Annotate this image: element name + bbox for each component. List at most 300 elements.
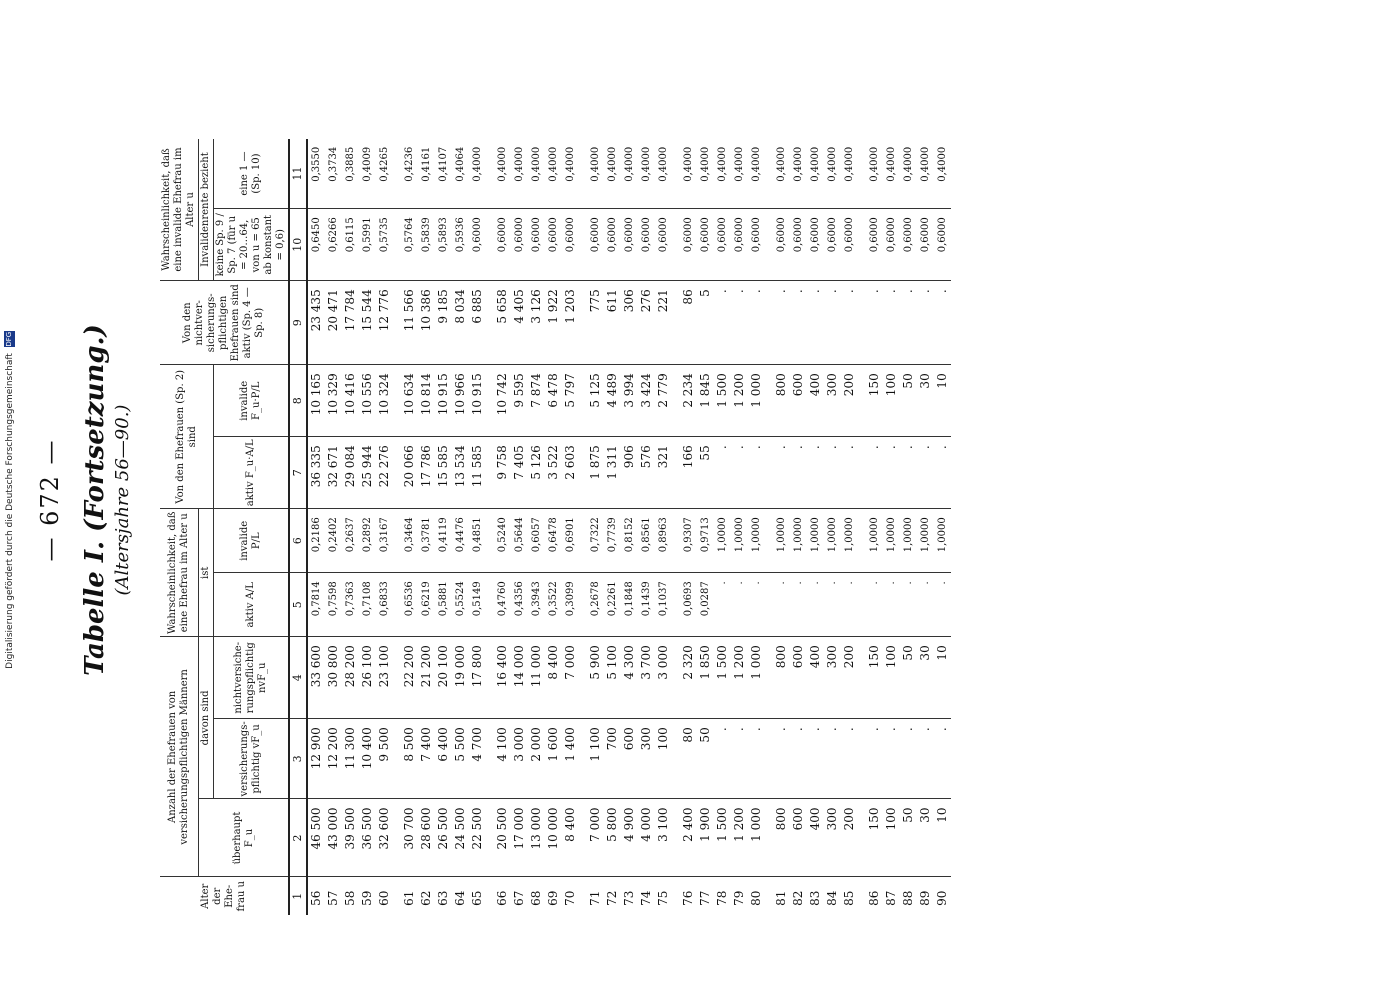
- table-row: [621, 139, 638, 915]
- table-cell: 100: [655, 719, 672, 799]
- table-cell: 36 500: [359, 799, 376, 877]
- table-cell: 1,0000: [858, 509, 883, 573]
- table-row: [697, 139, 714, 915]
- table-cell: 775: [579, 281, 604, 365]
- table-cell: 2 400: [672, 799, 697, 877]
- table-cell: 3 522: [545, 437, 562, 509]
- table-cell: 1 100: [579, 719, 604, 799]
- table-cell: 0,6000: [731, 209, 748, 281]
- column-number: 7: [289, 437, 307, 509]
- table-row: [545, 139, 562, 915]
- table-cell: 10: [934, 799, 951, 877]
- table-cell: 3 424: [638, 365, 655, 437]
- table-cell: 0,4000: [765, 139, 790, 209]
- table-cell: 0,5149: [469, 573, 486, 637]
- table-cell: .: [731, 573, 748, 637]
- table-cell: 0,1848: [621, 573, 638, 637]
- table-cell: .: [807, 437, 824, 509]
- table-cell: 150: [858, 799, 883, 877]
- table-cell: 0,5644: [511, 509, 528, 573]
- header-col5: aktiv A/L: [214, 573, 290, 637]
- table-cell: 0,6000: [469, 209, 486, 281]
- table-row: [841, 139, 858, 915]
- table-cell: 600: [790, 637, 807, 719]
- table-row: [672, 139, 697, 915]
- table-cell: 5 126: [528, 437, 545, 509]
- column-number: 6: [289, 509, 307, 573]
- table-cell: 14 000: [511, 637, 528, 719]
- table-cell: 0,5893: [435, 209, 452, 281]
- table-cell: 63: [436, 890, 450, 906]
- table-cell: .: [883, 437, 900, 509]
- table-cell: 150: [858, 637, 883, 719]
- table-cell: 0,4851: [469, 509, 486, 573]
- table-row: [393, 139, 418, 915]
- table-cell: 400: [807, 637, 824, 719]
- header-invalidenrente: Invalidenrente bezieht: [199, 139, 214, 281]
- table-cell: 59: [360, 890, 374, 906]
- table-cell: 68: [529, 890, 543, 906]
- table-cell: 0,6115: [342, 209, 359, 281]
- table-cell: 1,0000: [917, 509, 934, 573]
- table-cell: 4 300: [621, 637, 638, 719]
- table-cell: 2 234: [672, 365, 697, 437]
- table-row: [748, 139, 765, 915]
- table-cell: 0,5240: [486, 509, 511, 573]
- table-cell: 0,7814: [307, 573, 325, 637]
- table-cell: 10 000: [545, 799, 562, 877]
- table-cell: 11 585: [469, 437, 486, 509]
- table-cell: 0,2402: [325, 509, 342, 573]
- table-cell: 56: [309, 890, 323, 906]
- header-group-wives: Von den Ehefrauen (Sp. 2) sind: [160, 365, 214, 509]
- table-cell: 600: [790, 365, 807, 437]
- table-cell: 10 324: [376, 365, 393, 437]
- table-cell: 0,4356: [511, 573, 528, 637]
- table-cell: 0,7363: [342, 573, 359, 637]
- table-row: [528, 139, 545, 915]
- table-cell: 0,4000: [672, 139, 697, 209]
- table-cell: 0,1037: [655, 573, 672, 637]
- table-cell: 69: [546, 890, 560, 906]
- table-cell: 0,4000: [579, 139, 604, 209]
- table-cell: 1,0000: [900, 509, 917, 573]
- table-row: [934, 139, 951, 915]
- table-cell: 88: [901, 890, 915, 906]
- table-cell: .: [917, 437, 934, 509]
- table-cell: 3 000: [655, 637, 672, 719]
- table-cell: 10 329: [325, 365, 342, 437]
- table-cell: .: [917, 281, 934, 365]
- table-cell: 84: [825, 890, 839, 906]
- table-cell: 21 200: [418, 637, 435, 719]
- table-row: [790, 139, 807, 915]
- table-cell: .: [714, 719, 731, 799]
- header-col11: eine 1 — (Sp. 10): [214, 139, 290, 209]
- table-cell: 50: [900, 799, 917, 877]
- table-cell: .: [841, 719, 858, 799]
- table-cell: .: [765, 281, 790, 365]
- table-cell: 6 400: [435, 719, 452, 799]
- table-cell: 78: [715, 890, 729, 906]
- table-row: [418, 139, 435, 915]
- table-title: Tabelle I. (Fortsetzung.): [80, 324, 110, 676]
- table-cell: 82: [791, 890, 805, 906]
- table-cell: .: [731, 437, 748, 509]
- table-cell: 0,4000: [900, 139, 917, 209]
- column-number: 8: [289, 365, 307, 437]
- table-cell: 0,4265: [376, 139, 393, 209]
- table-cell: 15 544: [359, 281, 376, 365]
- table-cell: 800: [765, 365, 790, 437]
- table-cell: 10 400: [359, 719, 376, 799]
- table-cell: .: [714, 437, 731, 509]
- table-cell: 5 125: [579, 365, 604, 437]
- table-cell: .: [748, 281, 765, 365]
- table-cell: 1,0000: [714, 509, 731, 573]
- table-cell: .: [841, 281, 858, 365]
- table-cell: 11 300: [342, 719, 359, 799]
- table-cell: .: [824, 573, 841, 637]
- table-cell: 10 966: [452, 365, 469, 437]
- table-cell: 28 600: [418, 799, 435, 877]
- table-cell: 576: [638, 437, 655, 509]
- table-cell: 0,4000: [621, 139, 638, 209]
- table-cell: 0,3885: [342, 139, 359, 209]
- table-cell: 0,2678: [579, 573, 604, 637]
- table-cell: 0,2637: [342, 509, 359, 573]
- table-cell: 50: [697, 719, 714, 799]
- table-cell: 0,4000: [858, 139, 883, 209]
- table-row: [307, 139, 325, 915]
- table-cell: 8 500: [393, 719, 418, 799]
- table-cell: 1 500: [714, 365, 731, 437]
- table-cell: 0,6000: [562, 209, 579, 281]
- table-cell: 81: [774, 890, 788, 906]
- table-cell: 85: [842, 890, 856, 906]
- table-cell: 0,6000: [858, 209, 883, 281]
- table-cell: 23 435: [307, 281, 325, 365]
- table-row: [562, 139, 579, 915]
- table-cell: 150: [858, 365, 883, 437]
- table-cell: 10 386: [418, 281, 435, 365]
- table-cell: 0,4000: [824, 139, 841, 209]
- table-cell: 0,4009: [359, 139, 376, 209]
- table-cell: .: [731, 281, 748, 365]
- table-cell: .: [900, 719, 917, 799]
- table-cell: 0,6536: [393, 573, 418, 637]
- table-cell: 33 600: [307, 637, 325, 719]
- table-cell: 80: [749, 890, 763, 906]
- table-cell: 74: [639, 890, 653, 906]
- table-cell: 0,4000: [697, 139, 714, 209]
- table-cell: 1 203: [562, 281, 579, 365]
- table-row: [883, 139, 900, 915]
- table-cell: .: [714, 573, 731, 637]
- header-davon-sind: davon sind: [199, 637, 214, 799]
- table-cell: 0,4107: [435, 139, 452, 209]
- table-cell: 0,4000: [545, 139, 562, 209]
- table-cell: 0,4000: [486, 139, 511, 209]
- table-cell: 76: [681, 890, 695, 906]
- table-cell: 1 000: [748, 365, 765, 437]
- table-cell: 0,4000: [917, 139, 934, 209]
- table-cell: 3 000: [511, 719, 528, 799]
- table-cell: 200: [841, 365, 858, 437]
- table-cell: 3 100: [655, 799, 672, 877]
- table-cell: 11 566: [393, 281, 418, 365]
- table-cell: 32 671: [325, 437, 342, 509]
- table-cell: 70: [563, 890, 577, 906]
- table-cell: 0,6000: [917, 209, 934, 281]
- table-cell: .: [731, 719, 748, 799]
- column-number: 4: [289, 637, 307, 719]
- table-cell: 0,6000: [486, 209, 511, 281]
- table-cell: .: [790, 719, 807, 799]
- table-cell: .: [748, 573, 765, 637]
- table-cell: 9 595: [511, 365, 528, 437]
- table-cell: 80: [672, 719, 697, 799]
- table-cell: 2 320: [672, 637, 697, 719]
- table-cell: 83: [808, 890, 822, 906]
- table-cell: 0,2186: [307, 509, 325, 573]
- table-cell: 221: [655, 281, 672, 365]
- table-cell: 86: [672, 281, 697, 365]
- table-cell: 20 471: [325, 281, 342, 365]
- table-cell: 0,7322: [579, 509, 604, 573]
- table-cell: .: [765, 719, 790, 799]
- table-cell: 30 800: [325, 637, 342, 719]
- column-number: 1: [289, 877, 307, 915]
- table-cell: 0,6478: [545, 509, 562, 573]
- table-cell: 12 900: [307, 719, 325, 799]
- table-cell: 10 556: [359, 365, 376, 437]
- table-cell: 1 600: [545, 719, 562, 799]
- table-cell: 0,4000: [604, 139, 621, 209]
- table-row: [655, 139, 672, 915]
- dfg-logo: DFG: [5, 331, 13, 347]
- table-cell: 20 066: [393, 437, 418, 509]
- table-cell: 89: [918, 890, 932, 906]
- table-cell: 10: [934, 637, 951, 719]
- table-cell: 7 000: [579, 799, 604, 877]
- table-cell: 26 500: [435, 799, 452, 877]
- table-cell: 0,7739: [604, 509, 621, 573]
- table-cell: 0,6000: [638, 209, 655, 281]
- table-cell: 300: [824, 799, 841, 877]
- table-cell: 7 874: [528, 365, 545, 437]
- table-cell: 0,4000: [638, 139, 655, 209]
- table-row: [731, 139, 748, 915]
- table-cell: .: [765, 437, 790, 509]
- table-cell: 2 603: [562, 437, 579, 509]
- table-cell: .: [790, 281, 807, 365]
- table-row: [858, 139, 883, 915]
- table-cell: 100: [883, 365, 900, 437]
- table-cell: 100: [883, 637, 900, 719]
- table-cell: 86: [867, 890, 881, 906]
- table-cell: 1 311: [604, 437, 621, 509]
- column-number: 3: [289, 719, 307, 799]
- table-cell: 5 797: [562, 365, 579, 437]
- table-cell: 1,0000: [790, 509, 807, 573]
- table-cell: 2 000: [528, 719, 545, 799]
- table-cell: .: [841, 437, 858, 509]
- table-cell: 0,2892: [359, 509, 376, 573]
- table-cell: 0,9307: [672, 509, 697, 573]
- table-cell: 0,0693: [672, 573, 697, 637]
- table-cell: 4 489: [604, 365, 621, 437]
- table-cell: 77: [698, 890, 712, 906]
- table-cell: 0,4000: [714, 139, 731, 209]
- table-cell: 8 034: [452, 281, 469, 365]
- table-cell: 5: [697, 281, 714, 365]
- table-cell: 0,3464: [393, 509, 418, 573]
- table-cell: 600: [790, 799, 807, 877]
- table-cell: 306: [621, 281, 638, 365]
- table-cell: .: [934, 719, 951, 799]
- table-cell: 0,7108: [359, 573, 376, 637]
- table-cell: 39 500: [342, 799, 359, 877]
- table-cell: 611: [604, 281, 621, 365]
- table-cell: .: [790, 573, 807, 637]
- table-row: [359, 139, 376, 915]
- table-cell: 12 776: [376, 281, 393, 365]
- table-cell: 0,4000: [655, 139, 672, 209]
- table-cell: 1 200: [731, 365, 748, 437]
- table-cell: 1 000: [748, 799, 765, 877]
- table-cell: 20 500: [486, 799, 511, 877]
- table-row: [900, 139, 917, 915]
- table-cell: 62: [419, 890, 433, 906]
- table-cell: 0,2261: [604, 573, 621, 637]
- table-cell: 0,3734: [325, 139, 342, 209]
- table-cell: 0,6000: [579, 209, 604, 281]
- table-cell: 0,5881: [435, 573, 452, 637]
- table-cell: 58: [343, 890, 357, 906]
- table-cell: 1,0000: [748, 509, 765, 573]
- table-cell: 321: [655, 437, 672, 509]
- table-cell: 19 000: [452, 637, 469, 719]
- table-cell: 0,6000: [790, 209, 807, 281]
- table-cell: 4 900: [621, 799, 638, 877]
- table-cell: 0,6266: [325, 209, 342, 281]
- table-cell: 75: [656, 890, 670, 906]
- table-cell: 30: [917, 799, 934, 877]
- table-cell: 0,7598: [325, 573, 342, 637]
- table-cell: 32 600: [376, 799, 393, 877]
- table-cell: 11 000: [528, 637, 545, 719]
- table-row: [765, 139, 790, 915]
- table-cell: 10 634: [393, 365, 418, 437]
- table-cell: 2 779: [655, 365, 672, 437]
- table-cell: 0,3943: [528, 573, 545, 637]
- table-cell: 1 845: [697, 365, 714, 437]
- table-cell: 0,4000: [807, 139, 824, 209]
- table-cell: 600: [621, 719, 638, 799]
- table-cell: 22 500: [469, 799, 486, 877]
- table-cell: 0,4000: [841, 139, 858, 209]
- table-cell: 30: [917, 365, 934, 437]
- table-cell: 0,6833: [376, 573, 393, 637]
- table-cell: 6 478: [545, 365, 562, 437]
- table-cell: 0,4000: [528, 139, 545, 209]
- table-cell: .: [790, 437, 807, 509]
- table-cell: 0,4064: [452, 139, 469, 209]
- table-cell: 1,0000: [807, 509, 824, 573]
- table-cell: 1,0000: [841, 509, 858, 573]
- table-cell: 57: [326, 890, 340, 906]
- table-cell: 28 200: [342, 637, 359, 719]
- table-row: [714, 139, 731, 915]
- table-cell: 400: [807, 365, 824, 437]
- table-cell: 1,0000: [883, 509, 900, 573]
- column-number: 11: [289, 139, 307, 209]
- header-group-count: Anzahl der Ehefrauen von versicherungspflichtigen Männern: [160, 637, 199, 877]
- table-cell: 0,4000: [883, 139, 900, 209]
- table-cell: 79: [732, 890, 746, 906]
- table-cell: 10 814: [418, 365, 435, 437]
- table-cell: 73: [622, 890, 636, 906]
- table-cell: .: [934, 437, 951, 509]
- table-cell: 24 500: [452, 799, 469, 877]
- table-cell: 36 335: [307, 437, 325, 509]
- table-cell: 30 700: [393, 799, 418, 877]
- table-cell: 9 185: [435, 281, 452, 365]
- table-cell: 0,5764: [393, 209, 418, 281]
- table-cell: 3 994: [621, 365, 638, 437]
- header-col2: überhaupt F_u: [199, 799, 290, 877]
- table-cell: 0,6000: [621, 209, 638, 281]
- table-cell: .: [824, 437, 841, 509]
- table-cell: 0,4000: [511, 139, 528, 209]
- table-cell: 55: [697, 437, 714, 509]
- table-cell: 1 500: [714, 637, 731, 719]
- table-row: [807, 139, 824, 915]
- table-cell: 1,0000: [824, 509, 841, 573]
- table-cell: 10 915: [469, 365, 486, 437]
- header-col10: keine Sp. 9 / Sp. 7 (für u = 20…64, von u = 65 ab konstant = 0,6): [214, 209, 290, 281]
- table-cell: .: [917, 573, 934, 637]
- table-cell: 64: [453, 890, 467, 906]
- table-cell: 0,4476: [452, 509, 469, 573]
- table-cell: 0,9713: [697, 509, 714, 573]
- column-number: 5: [289, 573, 307, 637]
- table-cell: 800: [765, 799, 790, 877]
- table-cell: 22 276: [376, 437, 393, 509]
- table-cell: 400: [807, 799, 824, 877]
- table-cell: 1 922: [545, 281, 562, 365]
- table-cell: .: [748, 437, 765, 509]
- table-row: [469, 139, 486, 915]
- table-cell: 67: [512, 890, 526, 906]
- table-cell: 0,6000: [672, 209, 697, 281]
- table-cell: 6 885: [469, 281, 486, 365]
- table-cell: 5 658: [486, 281, 511, 365]
- table-cell: 17 786: [418, 437, 435, 509]
- table-cell: 12 200: [325, 719, 342, 799]
- table-cell: .: [807, 719, 824, 799]
- table-cell: 71: [588, 890, 602, 906]
- column-number: 9: [289, 281, 307, 365]
- table-cell: 0,4000: [731, 139, 748, 209]
- table-cell: 10 416: [342, 365, 359, 437]
- table-cell: 800: [765, 637, 790, 719]
- table-body: [307, 139, 951, 915]
- table-cell: 0,1439: [638, 573, 655, 637]
- table-cell: 0,6000: [934, 209, 951, 281]
- table-cell: 4 700: [469, 719, 486, 799]
